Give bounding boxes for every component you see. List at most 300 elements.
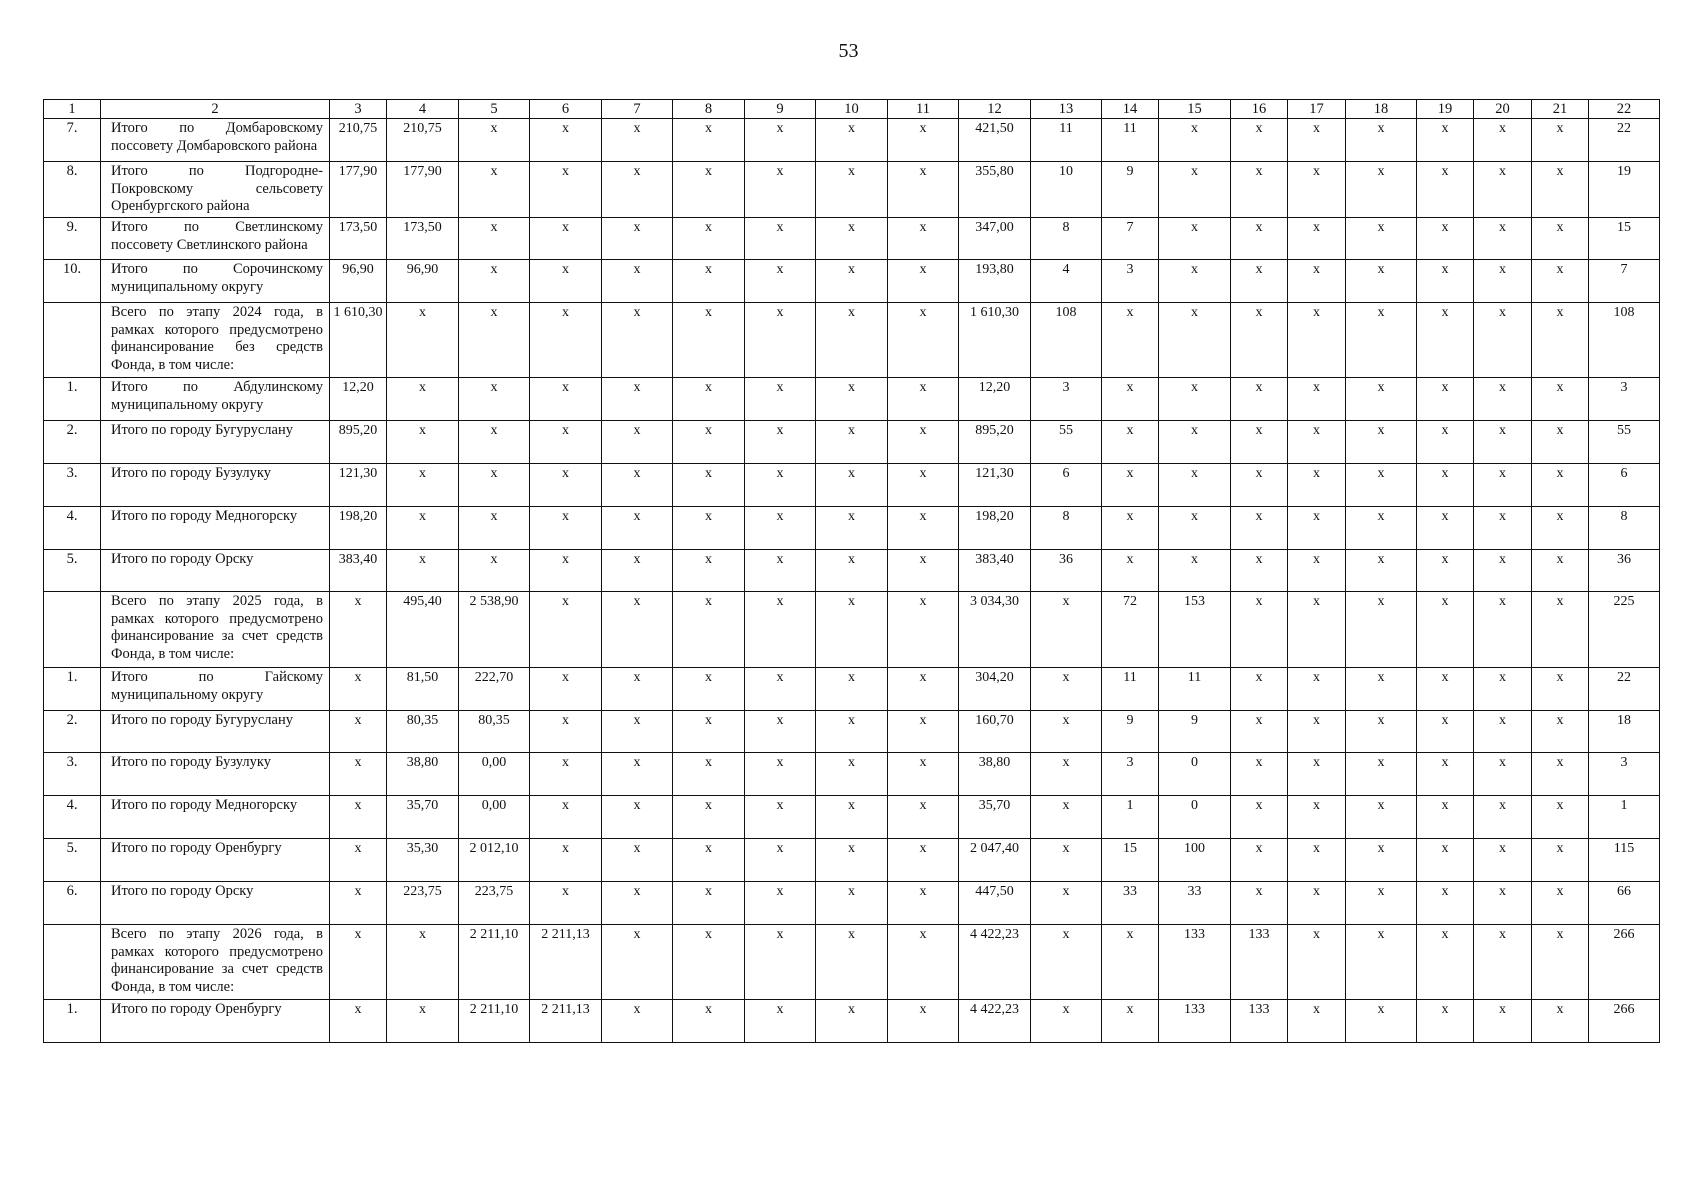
- value-cell-col-15: 133: [1159, 925, 1231, 1000]
- value-cell-col-6: х: [530, 550, 602, 592]
- value-cell-col-16: х: [1231, 260, 1288, 303]
- value-cell-col-20: х: [1474, 303, 1532, 378]
- value-cell-col-13: 8: [1031, 218, 1102, 260]
- value-cell-col-10: х: [816, 668, 888, 711]
- value-cell-col-15: х: [1159, 303, 1231, 378]
- value-cell-col-19: х: [1417, 464, 1474, 507]
- value-cell-col-13: х: [1031, 882, 1102, 925]
- value-cell-col-9: х: [745, 464, 816, 507]
- value-cell-col-5: х: [459, 303, 530, 378]
- value-cell-col-22: 22: [1589, 119, 1660, 162]
- value-cell-col-17: х: [1288, 1000, 1346, 1043]
- value-cell-col-5: х: [459, 378, 530, 421]
- value-cell-col-16: х: [1231, 839, 1288, 882]
- value-cell-col-22: 108: [1589, 303, 1660, 378]
- value-cell-col-6: х: [530, 260, 602, 303]
- column-header-8: 8: [673, 100, 745, 119]
- row-number-cell: 2.: [44, 711, 101, 753]
- value-cell-col-13: 6: [1031, 464, 1102, 507]
- table-row: [44, 303, 1660, 378]
- row-number-cell: 6.: [44, 882, 101, 925]
- value-cell-col-10: х: [816, 1000, 888, 1043]
- value-cell-col-13: 36: [1031, 550, 1102, 592]
- value-cell-col-5: х: [459, 421, 530, 464]
- row-name-cell: Итого по городу Медногорску: [101, 507, 330, 550]
- value-cell-col-8: х: [673, 796, 745, 839]
- value-cell-col-18: х: [1346, 1000, 1417, 1043]
- value-cell-col-17: х: [1288, 796, 1346, 839]
- value-cell-col-10: х: [816, 119, 888, 162]
- value-cell-col-17: х: [1288, 592, 1346, 668]
- value-cell-col-4: х: [387, 925, 459, 1000]
- value-cell-col-21: х: [1532, 753, 1589, 796]
- value-cell-col-8: х: [673, 260, 745, 303]
- value-cell-col-11: х: [888, 925, 959, 1000]
- row-name-cell: Всего по этапу 2025 года, в рамках которого предусмотрено финансирование за счет средств Фонда, в том числе:: [101, 592, 330, 668]
- value-cell-col-17: х: [1288, 421, 1346, 464]
- value-cell-col-14: х: [1102, 507, 1159, 550]
- value-cell-col-19: х: [1417, 1000, 1474, 1043]
- value-cell-col-8: х: [673, 592, 745, 668]
- value-cell-col-16: х: [1231, 218, 1288, 260]
- value-cell-col-3: х: [330, 796, 387, 839]
- value-cell-col-15: 0: [1159, 796, 1231, 839]
- row-number-cell: 3.: [44, 753, 101, 796]
- value-cell-col-19: х: [1417, 421, 1474, 464]
- value-cell-col-16: х: [1231, 507, 1288, 550]
- value-cell-col-20: х: [1474, 550, 1532, 592]
- value-cell-col-21: х: [1532, 119, 1589, 162]
- row-number-cell: 1.: [44, 1000, 101, 1043]
- value-cell-col-20: х: [1474, 668, 1532, 711]
- value-cell-col-9: х: [745, 1000, 816, 1043]
- value-cell-col-10: х: [816, 592, 888, 668]
- value-cell-col-10: х: [816, 378, 888, 421]
- value-cell-col-6: 2 211,13: [530, 1000, 602, 1043]
- value-cell-col-15: х: [1159, 421, 1231, 464]
- row-number-cell: [44, 303, 101, 378]
- value-cell-col-10: х: [816, 882, 888, 925]
- value-cell-col-3: 96,90: [330, 260, 387, 303]
- value-cell-col-7: х: [602, 119, 673, 162]
- value-cell-col-4: х: [387, 421, 459, 464]
- value-cell-col-6: х: [530, 218, 602, 260]
- value-cell-col-16: х: [1231, 303, 1288, 378]
- value-cell-col-18: х: [1346, 711, 1417, 753]
- row-number-cell: 5.: [44, 839, 101, 882]
- value-cell-col-10: х: [816, 839, 888, 882]
- value-cell-col-19: х: [1417, 839, 1474, 882]
- column-header-19: 19: [1417, 100, 1474, 119]
- table-header: [44, 100, 1660, 119]
- value-cell-col-12: 160,70: [959, 711, 1031, 753]
- value-cell-col-21: х: [1532, 668, 1589, 711]
- column-header-14: 14: [1102, 100, 1159, 119]
- value-cell-col-14: х: [1102, 378, 1159, 421]
- value-cell-col-18: х: [1346, 550, 1417, 592]
- column-header-22: 22: [1589, 100, 1660, 119]
- value-cell-col-17: х: [1288, 507, 1346, 550]
- value-cell-col-18: х: [1346, 753, 1417, 796]
- value-cell-col-15: х: [1159, 162, 1231, 218]
- value-cell-col-22: 115: [1589, 839, 1660, 882]
- value-cell-col-17: х: [1288, 882, 1346, 925]
- value-cell-col-6: х: [530, 711, 602, 753]
- value-cell-col-14: 7: [1102, 218, 1159, 260]
- value-cell-col-13: 108: [1031, 303, 1102, 378]
- value-cell-col-8: х: [673, 119, 745, 162]
- value-cell-col-8: х: [673, 668, 745, 711]
- value-cell-col-16: х: [1231, 421, 1288, 464]
- value-cell-col-22: 55: [1589, 421, 1660, 464]
- table-row: [44, 753, 1660, 796]
- value-cell-col-16: х: [1231, 668, 1288, 711]
- value-cell-col-3: х: [330, 925, 387, 1000]
- value-cell-col-4: 96,90: [387, 260, 459, 303]
- value-cell-col-14: 72: [1102, 592, 1159, 668]
- value-cell-col-4: 35,70: [387, 796, 459, 839]
- value-cell-col-12: 198,20: [959, 507, 1031, 550]
- value-cell-col-5: 2 211,10: [459, 925, 530, 1000]
- value-cell-col-4: х: [387, 507, 459, 550]
- data-table: [43, 99, 1660, 1043]
- row-number-cell: 8.: [44, 162, 101, 218]
- value-cell-col-9: х: [745, 592, 816, 668]
- table-row: [44, 260, 1660, 303]
- value-cell-col-13: х: [1031, 925, 1102, 1000]
- value-cell-col-5: 80,35: [459, 711, 530, 753]
- value-cell-col-9: х: [745, 378, 816, 421]
- value-cell-col-6: 2 211,13: [530, 925, 602, 1000]
- row-name-cell: Итого по Гайскому муниципальному округу: [101, 668, 330, 711]
- value-cell-col-12: 4 422,23: [959, 925, 1031, 1000]
- value-cell-col-15: 133: [1159, 1000, 1231, 1043]
- value-cell-col-7: х: [602, 507, 673, 550]
- table-row: [44, 592, 1660, 668]
- value-cell-col-5: 2 211,10: [459, 1000, 530, 1043]
- value-cell-col-4: х: [387, 1000, 459, 1043]
- table-row: [44, 507, 1660, 550]
- value-cell-col-8: х: [673, 882, 745, 925]
- value-cell-col-14: х: [1102, 1000, 1159, 1043]
- value-cell-col-3: х: [330, 592, 387, 668]
- row-name-cell: Итого по Абдулинскому муниципальному округу: [101, 378, 330, 421]
- value-cell-col-13: х: [1031, 753, 1102, 796]
- value-cell-col-17: х: [1288, 119, 1346, 162]
- value-cell-col-4: 177,90: [387, 162, 459, 218]
- value-cell-col-5: х: [459, 119, 530, 162]
- value-cell-col-5: х: [459, 260, 530, 303]
- value-cell-col-17: х: [1288, 668, 1346, 711]
- value-cell-col-14: х: [1102, 550, 1159, 592]
- value-cell-col-20: х: [1474, 260, 1532, 303]
- value-cell-col-11: х: [888, 882, 959, 925]
- value-cell-col-11: х: [888, 260, 959, 303]
- value-cell-col-14: х: [1102, 925, 1159, 1000]
- value-cell-col-9: х: [745, 507, 816, 550]
- value-cell-col-4: х: [387, 464, 459, 507]
- value-cell-col-22: 7: [1589, 260, 1660, 303]
- value-cell-col-20: х: [1474, 162, 1532, 218]
- value-cell-col-8: х: [673, 421, 745, 464]
- value-cell-col-19: х: [1417, 711, 1474, 753]
- value-cell-col-13: х: [1031, 668, 1102, 711]
- column-header-10: 10: [816, 100, 888, 119]
- value-cell-col-18: х: [1346, 925, 1417, 1000]
- row-number-cell: [44, 592, 101, 668]
- column-header-16: 16: [1231, 100, 1288, 119]
- value-cell-col-20: х: [1474, 218, 1532, 260]
- value-cell-col-15: 0: [1159, 753, 1231, 796]
- value-cell-col-8: х: [673, 711, 745, 753]
- row-name-cell: Итого по Подгородне-Покровскому сельсовету Оренбургского района: [101, 162, 330, 218]
- value-cell-col-9: х: [745, 925, 816, 1000]
- value-cell-col-11: х: [888, 592, 959, 668]
- value-cell-col-17: х: [1288, 378, 1346, 421]
- value-cell-col-21: х: [1532, 162, 1589, 218]
- value-cell-col-21: х: [1532, 260, 1589, 303]
- value-cell-col-7: х: [602, 378, 673, 421]
- value-cell-col-11: х: [888, 218, 959, 260]
- value-cell-col-12: 4 422,23: [959, 1000, 1031, 1043]
- value-cell-col-3: 177,90: [330, 162, 387, 218]
- value-cell-col-18: х: [1346, 378, 1417, 421]
- value-cell-col-6: х: [530, 162, 602, 218]
- value-cell-col-3: 383,40: [330, 550, 387, 592]
- value-cell-col-8: х: [673, 507, 745, 550]
- value-cell-col-4: 495,40: [387, 592, 459, 668]
- value-cell-col-19: х: [1417, 550, 1474, 592]
- value-cell-col-3: 198,20: [330, 507, 387, 550]
- value-cell-col-7: х: [602, 1000, 673, 1043]
- value-cell-col-15: х: [1159, 378, 1231, 421]
- table-row: [44, 550, 1660, 592]
- table-row: [44, 839, 1660, 882]
- value-cell-col-13: х: [1031, 1000, 1102, 1043]
- value-cell-col-3: х: [330, 753, 387, 796]
- value-cell-col-20: х: [1474, 839, 1532, 882]
- value-cell-col-9: х: [745, 260, 816, 303]
- column-header-12: 12: [959, 100, 1031, 119]
- column-header-7: 7: [602, 100, 673, 119]
- value-cell-col-14: 11: [1102, 668, 1159, 711]
- value-cell-col-13: х: [1031, 711, 1102, 753]
- value-cell-col-21: х: [1532, 1000, 1589, 1043]
- value-cell-col-17: х: [1288, 260, 1346, 303]
- value-cell-col-7: х: [602, 260, 673, 303]
- value-cell-col-14: х: [1102, 464, 1159, 507]
- value-cell-col-4: 81,50: [387, 668, 459, 711]
- value-cell-col-6: х: [530, 119, 602, 162]
- value-cell-col-14: 9: [1102, 162, 1159, 218]
- value-cell-col-12: 121,30: [959, 464, 1031, 507]
- value-cell-col-5: х: [459, 507, 530, 550]
- value-cell-col-21: х: [1532, 378, 1589, 421]
- table-row: [44, 711, 1660, 753]
- value-cell-col-11: х: [888, 303, 959, 378]
- value-cell-col-5: 222,70: [459, 668, 530, 711]
- value-cell-col-4: 210,75: [387, 119, 459, 162]
- column-header-13: 13: [1031, 100, 1102, 119]
- value-cell-col-11: х: [888, 119, 959, 162]
- table-row: [44, 1000, 1660, 1043]
- value-cell-col-11: х: [888, 464, 959, 507]
- value-cell-col-15: х: [1159, 260, 1231, 303]
- column-header-6: 6: [530, 100, 602, 119]
- value-cell-col-7: х: [602, 668, 673, 711]
- value-cell-col-8: х: [673, 753, 745, 796]
- value-cell-col-12: 2 047,40: [959, 839, 1031, 882]
- column-header-3: 3: [330, 100, 387, 119]
- value-cell-col-8: х: [673, 378, 745, 421]
- value-cell-col-20: х: [1474, 507, 1532, 550]
- value-cell-col-8: х: [673, 464, 745, 507]
- row-number-cell: 4.: [44, 796, 101, 839]
- value-cell-col-3: х: [330, 668, 387, 711]
- row-number-cell: 7.: [44, 119, 101, 162]
- value-cell-col-7: х: [602, 303, 673, 378]
- value-cell-col-21: х: [1532, 592, 1589, 668]
- column-header-9: 9: [745, 100, 816, 119]
- value-cell-col-20: х: [1474, 378, 1532, 421]
- row-number-cell: 10.: [44, 260, 101, 303]
- value-cell-col-22: 3: [1589, 753, 1660, 796]
- value-cell-col-12: 193,80: [959, 260, 1031, 303]
- value-cell-col-5: 0,00: [459, 753, 530, 796]
- value-cell-col-11: х: [888, 162, 959, 218]
- value-cell-col-12: 347,00: [959, 218, 1031, 260]
- value-cell-col-19: х: [1417, 753, 1474, 796]
- value-cell-col-12: 38,80: [959, 753, 1031, 796]
- value-cell-col-15: 11: [1159, 668, 1231, 711]
- column-header-4: 4: [387, 100, 459, 119]
- value-cell-col-11: х: [888, 796, 959, 839]
- value-cell-col-3: х: [330, 711, 387, 753]
- value-cell-col-20: х: [1474, 592, 1532, 668]
- value-cell-col-13: 55: [1031, 421, 1102, 464]
- value-cell-col-3: х: [330, 1000, 387, 1043]
- value-cell-col-11: х: [888, 668, 959, 711]
- value-cell-col-15: 153: [1159, 592, 1231, 668]
- value-cell-col-7: х: [602, 796, 673, 839]
- value-cell-col-10: х: [816, 796, 888, 839]
- value-cell-col-9: х: [745, 882, 816, 925]
- value-cell-col-5: х: [459, 464, 530, 507]
- value-cell-col-8: х: [673, 550, 745, 592]
- table-row: [44, 925, 1660, 1000]
- value-cell-col-7: х: [602, 464, 673, 507]
- value-cell-col-12: 383,40: [959, 550, 1031, 592]
- value-cell-col-12: 421,50: [959, 119, 1031, 162]
- value-cell-col-16: 133: [1231, 1000, 1288, 1043]
- value-cell-col-20: х: [1474, 796, 1532, 839]
- value-cell-col-20: х: [1474, 882, 1532, 925]
- value-cell-col-15: х: [1159, 550, 1231, 592]
- value-cell-col-18: х: [1346, 882, 1417, 925]
- table-row: [44, 796, 1660, 839]
- value-cell-col-4: х: [387, 378, 459, 421]
- value-cell-col-19: х: [1417, 796, 1474, 839]
- value-cell-col-13: 11: [1031, 119, 1102, 162]
- value-cell-col-19: х: [1417, 925, 1474, 1000]
- value-cell-col-15: 33: [1159, 882, 1231, 925]
- value-cell-col-7: х: [602, 592, 673, 668]
- value-cell-col-14: 3: [1102, 260, 1159, 303]
- value-cell-col-10: х: [816, 303, 888, 378]
- row-number-cell: 1.: [44, 668, 101, 711]
- value-cell-col-19: х: [1417, 260, 1474, 303]
- value-cell-col-20: х: [1474, 711, 1532, 753]
- value-cell-col-5: 2 538,90: [459, 592, 530, 668]
- value-cell-col-18: х: [1346, 260, 1417, 303]
- value-cell-col-20: х: [1474, 925, 1532, 1000]
- value-cell-col-15: х: [1159, 218, 1231, 260]
- row-number-cell: 4.: [44, 507, 101, 550]
- value-cell-col-18: х: [1346, 796, 1417, 839]
- value-cell-col-13: х: [1031, 592, 1102, 668]
- value-cell-col-9: х: [745, 796, 816, 839]
- value-cell-col-16: х: [1231, 119, 1288, 162]
- value-cell-col-13: 8: [1031, 507, 1102, 550]
- row-name-cell: Итого по городу Бугуруслану: [101, 711, 330, 753]
- value-cell-col-8: х: [673, 839, 745, 882]
- value-cell-col-19: х: [1417, 119, 1474, 162]
- value-cell-col-9: х: [745, 839, 816, 882]
- value-cell-col-14: х: [1102, 303, 1159, 378]
- value-cell-col-19: х: [1417, 592, 1474, 668]
- value-cell-col-14: 15: [1102, 839, 1159, 882]
- value-cell-col-16: х: [1231, 464, 1288, 507]
- value-cell-col-3: 121,30: [330, 464, 387, 507]
- value-cell-col-20: х: [1474, 421, 1532, 464]
- row-number-cell: [44, 925, 101, 1000]
- value-cell-col-16: х: [1231, 378, 1288, 421]
- value-cell-col-6: х: [530, 421, 602, 464]
- value-cell-col-22: 266: [1589, 1000, 1660, 1043]
- value-cell-col-19: х: [1417, 378, 1474, 421]
- column-header-20: 20: [1474, 100, 1532, 119]
- value-cell-col-17: х: [1288, 303, 1346, 378]
- value-cell-col-18: х: [1346, 218, 1417, 260]
- value-cell-col-4: 223,75: [387, 882, 459, 925]
- value-cell-col-21: х: [1532, 796, 1589, 839]
- value-cell-col-16: х: [1231, 882, 1288, 925]
- value-cell-col-19: х: [1417, 218, 1474, 260]
- value-cell-col-6: х: [530, 378, 602, 421]
- value-cell-col-10: х: [816, 507, 888, 550]
- value-cell-col-10: х: [816, 464, 888, 507]
- value-cell-col-9: х: [745, 711, 816, 753]
- value-cell-col-7: х: [602, 925, 673, 1000]
- value-cell-col-11: х: [888, 550, 959, 592]
- row-name-cell: Всего по этапу 2024 года, в рамках которого предусмотрено финансирование без средств Фонда, в том числе:: [101, 303, 330, 378]
- value-cell-col-10: х: [816, 162, 888, 218]
- table-body: [44, 119, 1660, 1043]
- value-cell-col-17: х: [1288, 711, 1346, 753]
- value-cell-col-18: х: [1346, 592, 1417, 668]
- value-cell-col-18: х: [1346, 162, 1417, 218]
- value-cell-col-8: х: [673, 303, 745, 378]
- value-cell-col-9: х: [745, 753, 816, 796]
- row-name-cell: Итого по Светлинскому поссовету Светлинского района: [101, 218, 330, 260]
- value-cell-col-3: 895,20: [330, 421, 387, 464]
- value-cell-col-20: х: [1474, 464, 1532, 507]
- row-number-cell: 9.: [44, 218, 101, 260]
- value-cell-col-4: 35,30: [387, 839, 459, 882]
- value-cell-col-3: 210,75: [330, 119, 387, 162]
- table-row: [44, 882, 1660, 925]
- value-cell-col-18: х: [1346, 119, 1417, 162]
